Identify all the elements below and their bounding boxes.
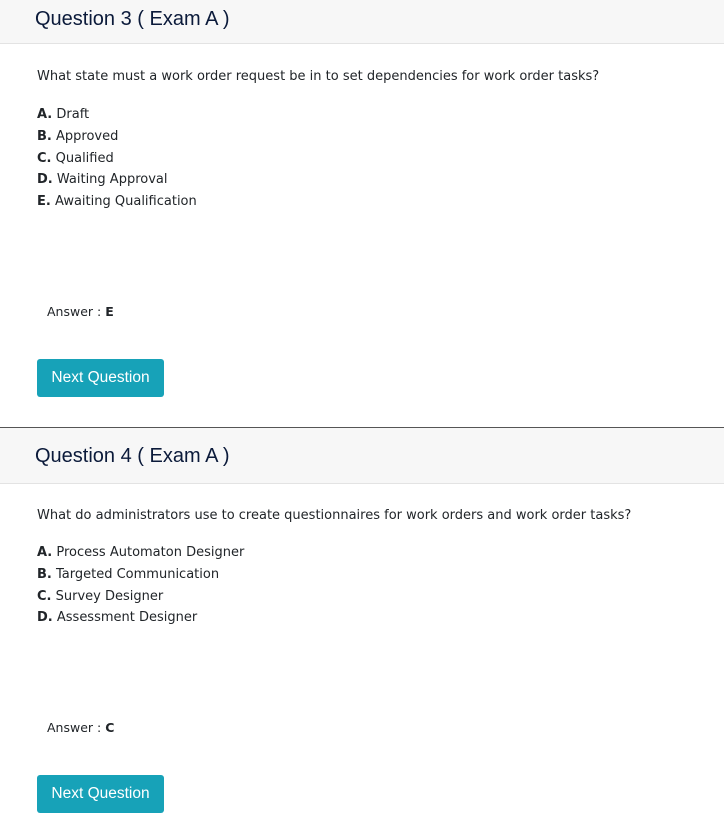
option-b: B. Targeted Communication	[37, 566, 220, 582]
answer-line	[47, 720, 114, 735]
options-list	[37, 104, 197, 213]
option-a: A. Process Automaton Designer	[37, 545, 245, 560]
option-c: C. Survey Designer	[37, 588, 164, 604]
option-d: D. Waiting Approval	[37, 172, 168, 188]
question-text: What state must a work order request be in to set dependencies for work order tasks?	[37, 69, 600, 84]
option-a: A. Draft	[37, 107, 90, 122]
option-b: B. Approved	[37, 128, 119, 144]
answer-line	[47, 304, 114, 319]
question-text: What do administrators use to create questionnaires for work orders and work order tasks?	[37, 508, 632, 523]
next-question-button[interactable]: Next Question	[37, 775, 164, 813]
next-question-button[interactable]: Next Question	[37, 359, 164, 397]
question-card	[0, 428, 724, 823]
option-e: E. Awaiting Qualification	[37, 194, 197, 210]
question-title: Question 3 ( Exam A )	[35, 8, 230, 30]
option-c: C. Qualified	[37, 150, 114, 166]
answer-label: Answer :	[47, 304, 102, 319]
answer-value: C	[105, 720, 115, 735]
option-d: D. Assessment Designer	[37, 610, 198, 626]
answer-label: Answer :	[47, 720, 102, 735]
answer-value: E	[105, 304, 114, 319]
options-list	[37, 542, 244, 629]
question-header	[0, 0, 724, 44]
question-title: Question 4 ( Exam A )	[35, 445, 230, 467]
question-header	[0, 428, 724, 484]
